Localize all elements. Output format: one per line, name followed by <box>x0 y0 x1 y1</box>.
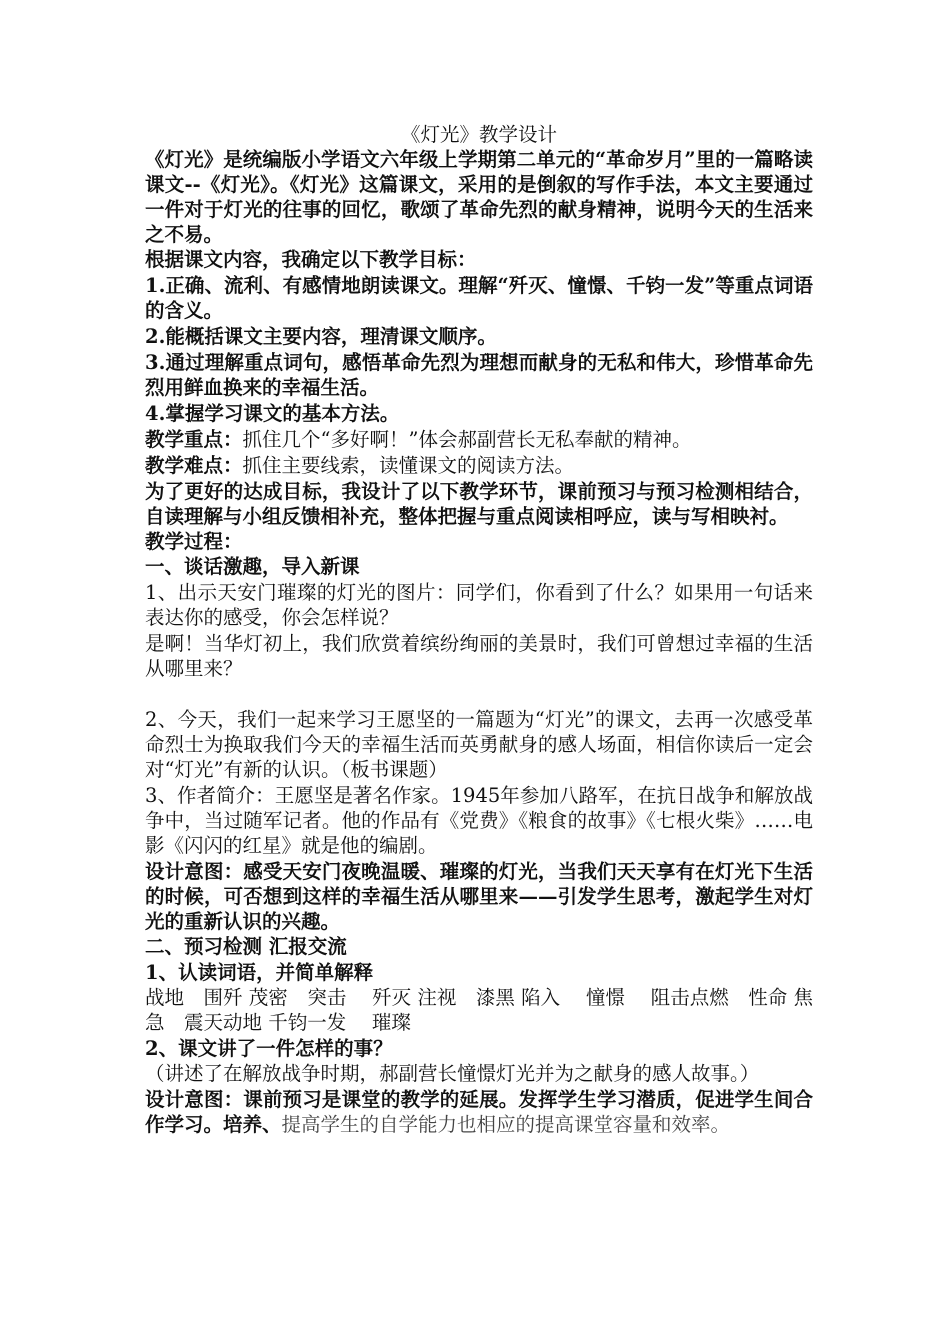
section1-design-intent: 设计意图：感受天安门夜晚温暖、璀璨的灯光，当我们天天享有在灯光下生活的时候，可否想到这样的幸福生活从哪里来——引发学生思考，激起学生对灯光的重新认识的兴趣。 <box>145 860 813 933</box>
design-summary: 为了更好的达成目标，我设计了以下教学环节，课前预习与预习检测相结合，自读理解与小组反馈相补充，整体把握与重点阅读相呼应，读与写相映衬。 <box>145 480 813 528</box>
vocabulary-list: 战地 围歼 茂密 突击 歼灭 注视 漆黑 陷入 憧憬 阻击点燃 性命 焦急 震天动地 千钧一发 璀璨 <box>145 986 813 1034</box>
blank-line <box>145 681 813 706</box>
key-point <box>145 427 813 452</box>
document-title: 《灯光》教学设计 <box>400 123 557 146</box>
section1-paragraph: 2、今天，我们一起来学习王愿坚的一篇题为“灯光”的课文，去再一次感受革命烈士为换取我们今天的幸福生活而英勇献身的感人场面，相信你读后一定会对“灯光”有新的认识。（板书课题） <box>145 708 813 781</box>
section2-intent-rest: 提高学生的自学能力也相应的提高课堂容量和效率。 <box>281 1113 731 1136</box>
section1-paragraph: 1、出示天安门璀璨的灯光的图片：同学们，你看到了什么？如果用一句话来表达你的感受，你会怎样说？ <box>145 581 813 629</box>
section2-question: 2、课文讲了一件怎样的事？ <box>145 1037 393 1060</box>
goal-item: 2.能概括课文主要内容，理清课文顺序。 <box>145 325 497 348</box>
key-point-label: 教学重点： <box>145 428 243 451</box>
section2-intent-bold: 设计意图：课前预习是课堂的教学的延展。发挥学生学习潜质，促进学生间合作学习。培养、 <box>145 1088 813 1136</box>
section2-question: 1、认读词语，并简单解释 <box>145 961 374 984</box>
section2-heading: 二、预习检测 汇报交流 <box>145 935 347 958</box>
section1-heading: 一、谈话激趣，导入新课 <box>145 555 360 578</box>
goal-item: 1.正确、流利、有感情地朗读课文。理解“歼灭、憧憬、千钧一发”等重点词语的含义。 <box>145 274 813 322</box>
section2-answer: （讲述了在解放战争时期，郝副营长憧憬灯光并为之献身的感人故事。） <box>145 1062 760 1085</box>
goal-item: 3.通过理解重点词句，感悟革命先烈为理想而献身的无私和伟大，珍惜革命先烈用鲜血换来的幸福生活。 <box>145 351 813 399</box>
goal-item: 4.掌握学习课文的基本方法。 <box>145 402 400 425</box>
goals-heading: 根据课文内容，我确定以下教学目标： <box>145 248 477 271</box>
section1-paragraph: 是啊！当华灯初上，我们欣赏着缤纷绚丽的美景时，我们可曾想过幸福的生活从哪里来？ <box>145 632 813 680</box>
intro-paragraph: 《灯光》是统编版小学语文六年级上学期第二单元的“革命岁月”里的一篇略读课文--《灯光》。《灯光》这篇课文，采用的是倒叙的写作手法，本文主要通过一件对于灯光的往事的回忆，歌颂了革命先烈的献身精神，说明今天的生活来之不易。 <box>145 148 813 246</box>
difficulty-label: 教学难点： <box>145 454 243 477</box>
document-page <box>145 122 813 1137</box>
process-heading: 教学过程： <box>145 530 243 553</box>
section1-paragraph: 3、作者简介：王愿坚是著名作家。1945年参加八路军，在抗日战争和解放战争中，当过随军记者。他的作品有《党费》《粮食的故事》《七根火柴》……电影《闪闪的红星》就是他的编剧。 <box>145 784 813 857</box>
difficulty-text: 抓住主要线索，读懂课文的阅读方法。 <box>242 454 575 477</box>
difficulty <box>145 453 813 478</box>
key-point-text: 抓住几个“多好啊！”体会郝副营长无私奉献的精神。 <box>242 428 692 451</box>
section2-design-intent <box>145 1087 813 1137</box>
